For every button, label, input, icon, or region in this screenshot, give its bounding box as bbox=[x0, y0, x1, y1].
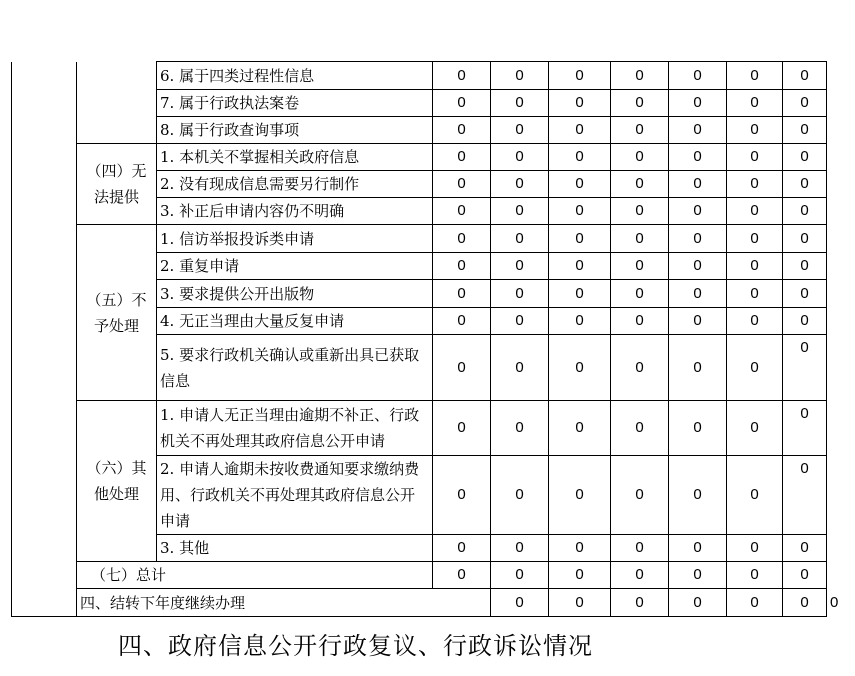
value-cell: 0 bbox=[783, 198, 827, 225]
value-cell: 0 bbox=[669, 198, 727, 225]
value-cell: 0 bbox=[783, 144, 827, 171]
category-label-4: （四）无法提供 bbox=[77, 144, 157, 225]
value-cell: 0 bbox=[491, 62, 549, 90]
value-cell: 0 bbox=[491, 280, 549, 308]
value-cell: 0 bbox=[669, 308, 727, 335]
row-label: 3. 要求提供公开出版物 bbox=[157, 280, 433, 308]
value-cell: 0 bbox=[611, 253, 669, 280]
value-cell: 0 bbox=[669, 62, 727, 90]
value-cell: 0 bbox=[669, 171, 727, 198]
value-cell: 0 bbox=[549, 535, 611, 562]
carryover-label: 四、结转下年度继续办理 bbox=[77, 589, 491, 617]
value-cell: 0 bbox=[491, 117, 549, 144]
value-cell: 0 bbox=[669, 225, 727, 253]
value-cell: 0 bbox=[433, 62, 491, 90]
outer-category-cell bbox=[12, 62, 77, 617]
value-cell: 0 bbox=[727, 225, 783, 253]
value-cell: 0 bbox=[433, 280, 491, 308]
value-cell: 0 bbox=[491, 144, 549, 171]
value-cell: 0 bbox=[549, 589, 611, 617]
value-cell: 0 bbox=[783, 171, 827, 198]
value-cell: 0 bbox=[669, 535, 727, 562]
statistics-table bbox=[11, 61, 839, 617]
value-cell: 0 bbox=[491, 171, 549, 198]
value-cell: 0 bbox=[433, 225, 491, 253]
value-cell: 0 bbox=[669, 90, 727, 117]
value-cell: 0 bbox=[491, 90, 549, 117]
value-cell: 0 bbox=[611, 335, 669, 401]
value-cell: 0 bbox=[727, 144, 783, 171]
value-cell: 0 bbox=[549, 171, 611, 198]
value-cell: 0 bbox=[783, 117, 827, 144]
row-label: 3. 其他 bbox=[157, 535, 433, 562]
value-cell: 0 bbox=[433, 117, 491, 144]
value-cell: 0 bbox=[549, 562, 611, 589]
value-cell: 0 bbox=[549, 308, 611, 335]
value-cell: 0 bbox=[783, 535, 827, 562]
value-cell: 0 bbox=[669, 280, 727, 308]
value-cell: 0 bbox=[433, 456, 491, 535]
value-cell: 0 bbox=[727, 535, 783, 562]
value-cell: 0 bbox=[783, 589, 827, 617]
category-label-6: （六）其他处理 bbox=[77, 401, 157, 562]
value-cell: 0 bbox=[669, 589, 727, 617]
value-cell: 0 bbox=[611, 535, 669, 562]
value-cell: 0 bbox=[433, 335, 491, 401]
value-cell: 0 bbox=[491, 253, 549, 280]
row-label: 2. 没有现成信息需要另行制作 bbox=[157, 171, 433, 198]
value-cell: 0 bbox=[549, 401, 611, 456]
value-cell: 0 bbox=[611, 456, 669, 535]
table-row bbox=[12, 562, 827, 589]
row-label: 5. 要求行政机关确认或重新出具已获取信息 bbox=[157, 335, 433, 401]
value-cell: 0 bbox=[611, 144, 669, 171]
row-label: 1. 信访举报投诉类申请 bbox=[157, 225, 433, 253]
row-label: 3. 补正后申请内容仍不明确 bbox=[157, 198, 433, 225]
value-cell: 0 bbox=[611, 198, 669, 225]
value-cell: 0 bbox=[669, 562, 727, 589]
value-cell: 0 bbox=[491, 456, 549, 535]
value-cell: 0 bbox=[727, 456, 783, 535]
value-cell: 0 bbox=[669, 117, 727, 144]
value-cell: 0 bbox=[433, 253, 491, 280]
value-cell: 0 bbox=[783, 308, 827, 335]
value-cell: 0 bbox=[727, 62, 783, 90]
value-cell: 0 bbox=[783, 62, 827, 90]
category-cell-3 bbox=[77, 62, 157, 144]
value-cell: 0 bbox=[611, 90, 669, 117]
value-cell: 0 bbox=[783, 280, 827, 308]
value-cell: 0 bbox=[783, 225, 827, 253]
value-cell: 0 bbox=[783, 90, 827, 117]
value-cell: 0 bbox=[727, 562, 783, 589]
value-cell: 0 bbox=[433, 308, 491, 335]
value-cell: 0 bbox=[669, 456, 727, 535]
value-cell: 0 bbox=[727, 90, 783, 117]
value-cell: 0 bbox=[611, 401, 669, 456]
row-label: 2. 申请人逾期未按收费通知要求缴纳费用、行政机关不再处理其政府信息公开申请 bbox=[157, 456, 433, 535]
value-cell: 0 bbox=[491, 198, 549, 225]
value-cell: 0 bbox=[549, 456, 611, 535]
value-cell: 0 bbox=[727, 253, 783, 280]
value-cell: 0 bbox=[491, 562, 549, 589]
value-cell: 0 bbox=[783, 456, 827, 535]
row-label: 6. 属于四类过程性信息 bbox=[157, 62, 433, 90]
value-cell: 0 bbox=[433, 90, 491, 117]
value-cell: 0 bbox=[491, 335, 549, 401]
value-cell: 0 bbox=[491, 308, 549, 335]
value-cell: 0 bbox=[549, 335, 611, 401]
value-cell: 0 bbox=[549, 280, 611, 308]
value-cell: 0 bbox=[611, 225, 669, 253]
value-cell: 0 bbox=[669, 335, 727, 401]
value-cell: 0 bbox=[669, 401, 727, 456]
table-row: 四、结转下年度继续办理 0 0 0 0 0 0 0 bbox=[12, 589, 827, 617]
value-cell: 0 bbox=[611, 308, 669, 335]
value-cell: 0 bbox=[433, 562, 491, 589]
value-cell: 0 bbox=[611, 62, 669, 90]
value-cell: 0 bbox=[669, 144, 727, 171]
value-cell: 0 bbox=[727, 401, 783, 456]
total-label: （七）总计 bbox=[77, 562, 433, 589]
value-cell: 0 bbox=[433, 171, 491, 198]
value-cell: 0 bbox=[549, 62, 611, 90]
value-cell: 0 bbox=[783, 562, 827, 589]
row-label: 2. 重复申请 bbox=[157, 253, 433, 280]
row-label: 1. 申请人无正当理由逾期不补正、行政机关不再处理其政府信息公开申请 bbox=[157, 401, 433, 456]
value-cell: 0 bbox=[727, 198, 783, 225]
value-cell: 0 bbox=[611, 562, 669, 589]
value-cell: 0 bbox=[611, 589, 669, 617]
section-heading: 四、政府信息公开行政复议、行政诉讼情况 bbox=[118, 632, 593, 660]
row-label: 8. 属于行政查询事项 bbox=[157, 117, 433, 144]
value-cell: 0 bbox=[491, 589, 549, 617]
value-cell: 0 bbox=[433, 401, 491, 456]
value-cell: 0 bbox=[727, 171, 783, 198]
value-cell: 0 bbox=[491, 225, 549, 253]
value-cell: 0 bbox=[783, 335, 827, 401]
value-cell: 0 bbox=[433, 198, 491, 225]
value-cell: 0 bbox=[783, 253, 827, 280]
value-cell: 0 bbox=[491, 535, 549, 562]
table-row bbox=[12, 401, 827, 456]
table-row bbox=[12, 225, 827, 253]
value-cell: 0 bbox=[669, 253, 727, 280]
table-row bbox=[12, 62, 827, 90]
value-cell: 0 bbox=[549, 144, 611, 171]
value-cell: 0 bbox=[727, 280, 783, 308]
value-cell: 0 bbox=[491, 401, 549, 456]
value-cell: 0 bbox=[727, 589, 783, 617]
value-cell: 0 bbox=[727, 335, 783, 401]
value-cell: 0 bbox=[433, 144, 491, 171]
row-label: 4. 无正当理由大量反复申请 bbox=[157, 308, 433, 335]
value-cell: 0 bbox=[611, 280, 669, 308]
value-cell: 0 bbox=[611, 171, 669, 198]
value-cell: 0 bbox=[727, 117, 783, 144]
value-cell: 0 bbox=[549, 117, 611, 144]
value-cell: 0 bbox=[433, 535, 491, 562]
value-cell: 0 bbox=[549, 198, 611, 225]
value-cell: 0 bbox=[549, 253, 611, 280]
value-cell: 0 bbox=[549, 90, 611, 117]
value-cell: 0 bbox=[783, 401, 827, 456]
value-cell: 0 bbox=[549, 225, 611, 253]
category-label-5: （五）不予处理 bbox=[77, 225, 157, 401]
value-cell: 0 bbox=[611, 117, 669, 144]
value-cell: 0 bbox=[727, 308, 783, 335]
row-label: 1. 本机关不掌握相关政府信息 bbox=[157, 144, 433, 171]
table-row bbox=[12, 144, 827, 171]
row-label: 7. 属于行政执法案卷 bbox=[157, 90, 433, 117]
